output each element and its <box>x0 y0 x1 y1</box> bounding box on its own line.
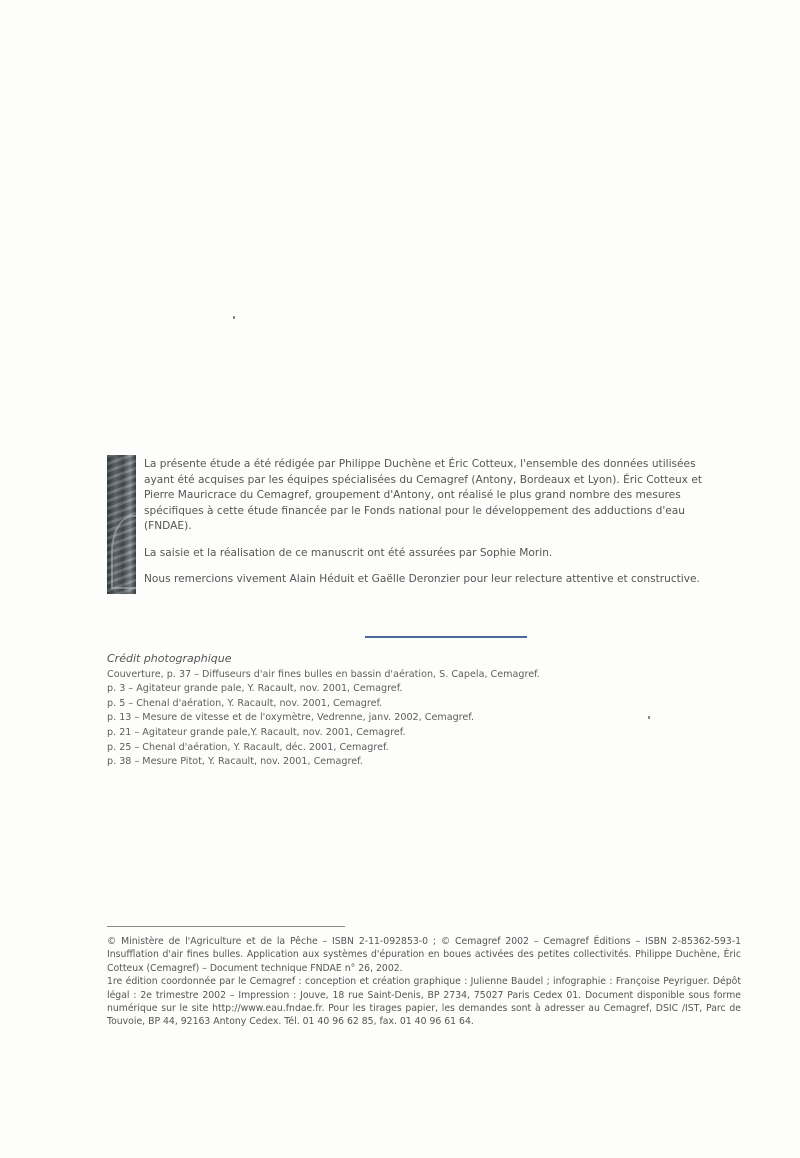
credit-item: p. 3 – Agitateur grande pale, Y. Racault, nov. 2001, Cemagref. <box>107 683 403 695</box>
footer-copyright: © Ministère de l'Agriculture et de la Pêche – ISBN 2-11-092853-0 ; © Cemagref 2002 – Cemagref Éditions – ISBN 2-85362-593-1 Insufflation d'air fines bulles. Application aux systèmes d'épuration en boues activées des petites collectivités. Philippe Duchène, Éric Cotteux (Cemagref) – Document technique FNDAE n° 26, 2002. <box>107 936 741 974</box>
legal-footer <box>107 935 741 1029</box>
footer-edition: 1re édition coordonnée par le Cemagref : conception et création graphique : Julienne Baudel ; infographie : Françoise Peyriguer. Dépôt légal : 2e trimestre 2002 – Impression : Jouve, 18 rue Saint-Denis, BP 2734, 75027 Paris Cedex 01. Document disponible sous forme numérique sur le site http://www.eau.fndae.fr. Pour les tirages papier, les demandes sont à adresser au Cemagref, DSIC /IST, Parc de Touvoie, BP 44, 92163 Antony Cedex. Tél. 01 40 96 62 85, fax. 01 40 96 61 64. <box>107 976 741 1028</box>
credit-item: Couverture, p. 37 – Diffuseurs d'air fines bulles en bassin d'aération, S. Capela, Cemagref. <box>107 668 540 680</box>
speck-mark <box>648 716 650 719</box>
credit-item: p. 25 – Chenal d'aération, Y. Racault, déc. 2001, Cemagref. <box>107 741 389 753</box>
footer-divider <box>107 926 345 927</box>
intro-paragraph-typing: La saisie et la réalisation de ce manuscrit ont été assurées par Sophie Morin. <box>144 546 553 559</box>
credit-item: p. 21 – Agitateur grande pale,Y. Racault, nov. 2001, Cemagref. <box>107 726 406 738</box>
speck-mark <box>233 316 235 319</box>
section-divider <box>365 636 527 638</box>
credits-heading: Crédit photographique <box>107 652 232 665</box>
credit-item: p. 38 – Mesure Pitot, Y. Racault, nov. 2001, Cemagref. <box>107 756 363 768</box>
intro-paragraph-thanks: Nous remercions vivement Alain Héduit et Gaëlle Deronzier pour leur relecture attentive et constructive. <box>144 573 700 585</box>
intro-paragraph-authors: La présente étude a été rédigée par Philippe Duchène et Éric Cotteux, l'ensemble des données utilisées ayant été acquises par les équipes spécialisées du Cemagref (Antony, Bordeaux et Lyon). Éric Cotteux et Pierre Mauricrace du Cemagref, groupement d'Antony, ont réalisé le plus grand nombre des mesures spécifiques à cette étude financée par le Fonds national pour le développement des adductions d'eau (FNDAE). <box>144 458 702 532</box>
credits-list <box>107 668 667 770</box>
photo-credits <box>107 652 667 770</box>
side-photo-strip <box>107 455 136 594</box>
credit-item: p. 5 – Chenal d'aération, Y. Racault, nov. 2001, Cemagref. <box>107 697 383 709</box>
credit-item: p. 13 – Mesure de vitesse et de l'oxymètre, Vedrenne, janv. 2002, Cemagref. <box>107 712 475 724</box>
intro-text <box>144 457 704 599</box>
